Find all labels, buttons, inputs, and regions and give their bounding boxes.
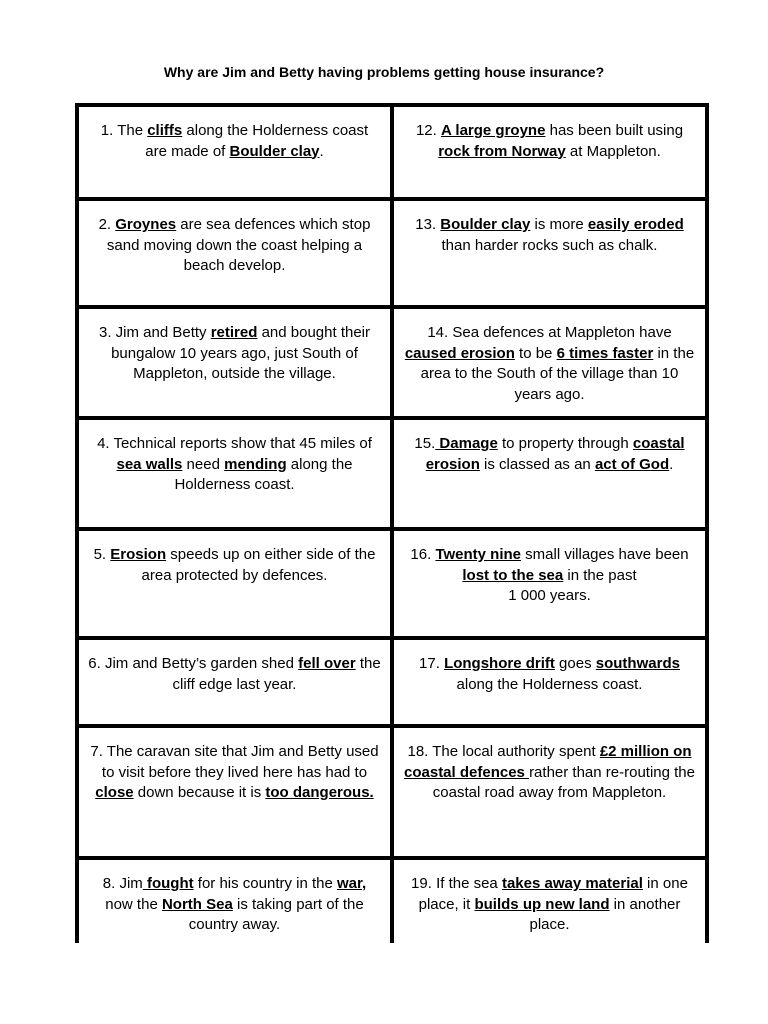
statement-text: 19. If the sea <box>411 875 502 892</box>
statement-text: speeds up on either side of the area protected by defences. <box>141 546 376 584</box>
statement-text: along the Holderness coast. <box>174 455 353 493</box>
statement-text: than harder rocks such as chalk. <box>441 236 658 254</box>
statement-card <box>394 728 705 856</box>
statement-text: to be <box>514 344 557 362</box>
statement-text: along the Holderness coast. <box>456 675 643 693</box>
statement-card <box>79 201 390 305</box>
statement-card <box>394 201 705 305</box>
statement-text: 15. <box>414 435 436 452</box>
statement-text: in the area to the South of the village than 10 years ago. <box>420 344 695 403</box>
key-phrase: fought <box>142 875 194 892</box>
statement-text: 4. Technical reports show that 45 miles of <box>97 435 372 452</box>
key-phrase: lost to the sea <box>462 566 564 584</box>
statement-text: at Mappleton. <box>565 142 661 160</box>
statement-text: now the <box>105 895 162 913</box>
statement-card <box>79 420 390 527</box>
statement-text: down because it is <box>133 784 266 801</box>
statement-card <box>394 860 705 947</box>
statement-text: is taking part of the country away. <box>188 895 364 933</box>
statement-text: need <box>182 455 225 473</box>
statement-text: goes <box>554 655 596 672</box>
statement-card <box>79 107 390 197</box>
key-phrase: cliffs <box>147 122 183 139</box>
statement-text: 1 000 years. <box>508 587 591 604</box>
statement-text: 3. Jim and Betty <box>99 324 211 341</box>
key-phrase: close <box>95 784 134 801</box>
statement-text: along the Holderness coast are made of <box>145 122 369 160</box>
key-phrase: Erosion <box>110 546 167 563</box>
key-phrase: easily eroded <box>587 216 684 233</box>
page-title: Why are Jim and Betty having problems getting house insurance? <box>163 64 605 80</box>
key-phrase: fell over <box>298 655 356 672</box>
statement-text: 1. The <box>100 122 148 139</box>
key-phrase: act of God <box>594 455 670 473</box>
key-phrase: Damage <box>435 435 498 452</box>
statement-text: 18. The local authority spent <box>407 743 600 760</box>
key-phrase: coastal erosion <box>425 435 685 473</box>
statement-card <box>394 107 705 197</box>
statement-text: 7. The caravan site that Jim and Betty used to visit before they lived here has had to <box>90 743 379 781</box>
statement-text: 5. <box>93 546 111 563</box>
key-phrase: too dangerous. <box>265 784 374 801</box>
statement-text: and bought their bungalow 10 years ago, just South of Mappleton, outside the village. <box>111 324 370 382</box>
statement-text: 17. <box>419 655 445 672</box>
statement-text: 6. Jim and Betty’s garden shed <box>88 655 299 672</box>
statement-text: 13. <box>415 216 441 233</box>
statement-text: in the past <box>563 566 637 584</box>
statement-text: in one place, it <box>418 875 688 913</box>
statement-card <box>394 531 705 636</box>
key-phrase: sea walls <box>116 455 183 473</box>
statement-card <box>79 309 390 416</box>
statement-text: rather than re-routing the coastal road away from Mappleton. <box>432 763 695 801</box>
statement-card <box>394 640 705 724</box>
key-phrase: southwards <box>595 655 680 672</box>
statement-card <box>394 309 705 416</box>
key-phrase: Longshore drift <box>444 655 555 672</box>
statement-card <box>79 640 390 724</box>
key-phrase: Groynes <box>115 216 177 233</box>
key-phrase: 6 times faster <box>556 344 654 362</box>
statement-text: . <box>669 455 674 473</box>
statement-text: small villages have been <box>521 546 689 563</box>
statement-text: are sea defences which stop sand moving down the coast helping a beach develop. <box>106 216 371 274</box>
statement-text: has been built using <box>545 122 684 139</box>
key-phrase: Boulder clay <box>440 216 531 233</box>
key-phrase: mending <box>224 455 287 473</box>
key-phrase: A large groyne <box>440 122 546 139</box>
statement-text: 2. <box>98 216 116 233</box>
statement-text: 14. Sea defences at Mappleton have <box>427 324 672 341</box>
key-phrase: North Sea <box>161 895 233 913</box>
key-phrase: war, <box>337 875 367 892</box>
key-phrase: Twenty nine <box>435 546 521 563</box>
statement-card <box>394 420 705 527</box>
statement-text: 12. <box>415 122 441 139</box>
statement-text: in another place. <box>529 895 681 933</box>
key-phrase: caused erosion <box>404 344 515 362</box>
key-phrase: builds up new land <box>474 895 610 913</box>
statement-card <box>79 860 390 947</box>
statement-text: 8. Jim <box>102 875 143 892</box>
key-phrase: takes away material <box>501 875 643 892</box>
statement-text: for his country in the <box>193 875 338 892</box>
statement-text: . <box>319 142 324 160</box>
key-phrase: retired <box>210 324 258 341</box>
statement-text: to property through <box>497 435 633 452</box>
card-grid <box>75 103 709 943</box>
statement-card <box>79 728 390 856</box>
key-phrase: Boulder clay <box>229 142 320 160</box>
statement-text: 16. <box>410 546 436 563</box>
statement-card <box>79 531 390 636</box>
statement-text: is more <box>530 216 588 233</box>
key-phrase: rock from Norway <box>438 142 566 160</box>
statement-text: is classed as an <box>479 455 595 473</box>
statement-text: the cliff edge last year. <box>172 655 381 693</box>
key-phrase: £2 million on coastal defences <box>404 743 692 781</box>
